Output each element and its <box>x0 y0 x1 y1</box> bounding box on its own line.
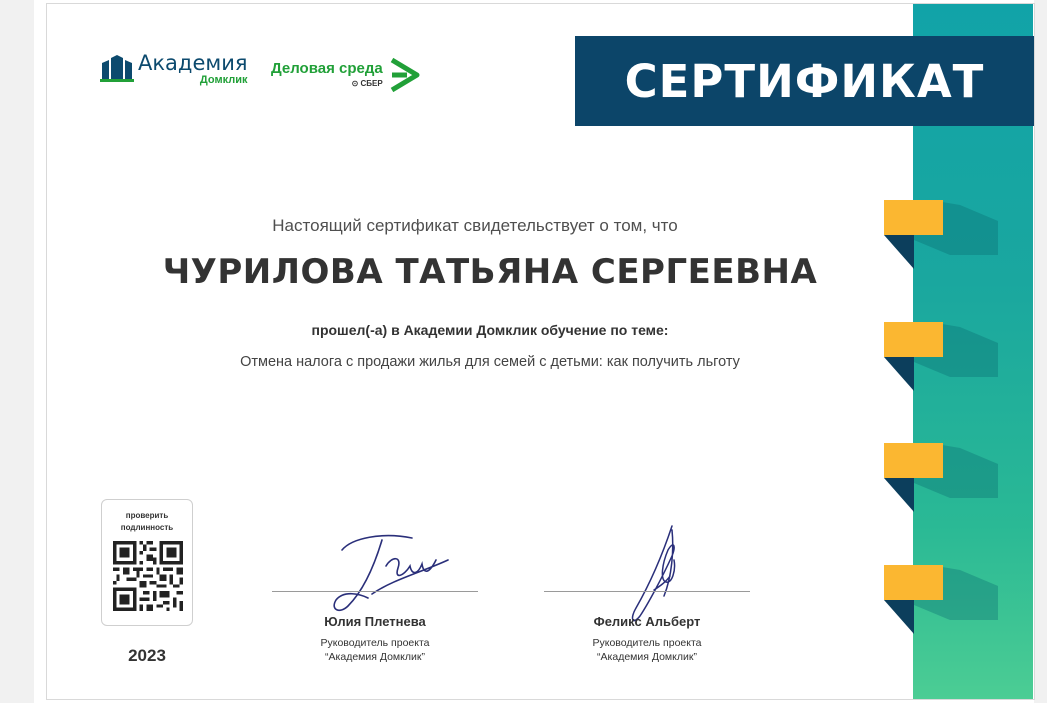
arrow-logo-icon <box>387 57 421 93</box>
certificate-title-band <box>575 36 1034 126</box>
signatory-name: Феликс Альберт <box>593 614 701 629</box>
handwritten-signature <box>312 510 452 620</box>
verify-label-line2: подлинность <box>120 523 174 532</box>
academy-logo-line1: Академия <box>138 51 248 75</box>
verify-label-line1: проверить <box>125 511 169 520</box>
signature-line <box>272 591 478 592</box>
building-icon <box>100 52 134 82</box>
signature-line <box>544 591 750 592</box>
academy-domclick-logo <box>100 52 247 86</box>
ribbon-decoration <box>880 195 1020 655</box>
delovaya-logo-line1: Деловая среда <box>271 60 383 77</box>
signatory-role: Руководитель проекта <box>592 637 702 649</box>
certificate-title: СЕРТИФИКАТ <box>624 54 985 108</box>
academy-logo-line2: Домклик <box>199 74 248 86</box>
signatory-org: “Академия Домклик” <box>597 651 697 663</box>
sber-check-icon: ⊙ <box>351 79 361 88</box>
delovaya-sreda-logo <box>271 57 421 93</box>
sber-label: ⊙ СБЕР <box>351 79 383 88</box>
course-topic: Отмена налога с продажи жилья для семей с детьми: как получить льготу <box>240 354 740 370</box>
completion-statement: прошел(-а) в Академии Домклик обучение по теме: <box>311 322 669 338</box>
signatory-role: Руководитель проекта <box>320 637 430 649</box>
qr-code-icon[interactable] <box>113 541 183 611</box>
recipient-name: ЧУРИЛОВА ТАТЬЯНА СЕРГЕЕВНА <box>162 252 818 292</box>
certificate-intro: Настоящий сертификат свидетельствует о том, что <box>272 216 678 235</box>
issue-year: 2023 <box>128 646 166 665</box>
verify-card[interactable] <box>101 499 193 626</box>
signatory-org: “Академия Домклик” <box>325 651 425 663</box>
signatory-name: Юлия Плетнева <box>324 614 426 629</box>
